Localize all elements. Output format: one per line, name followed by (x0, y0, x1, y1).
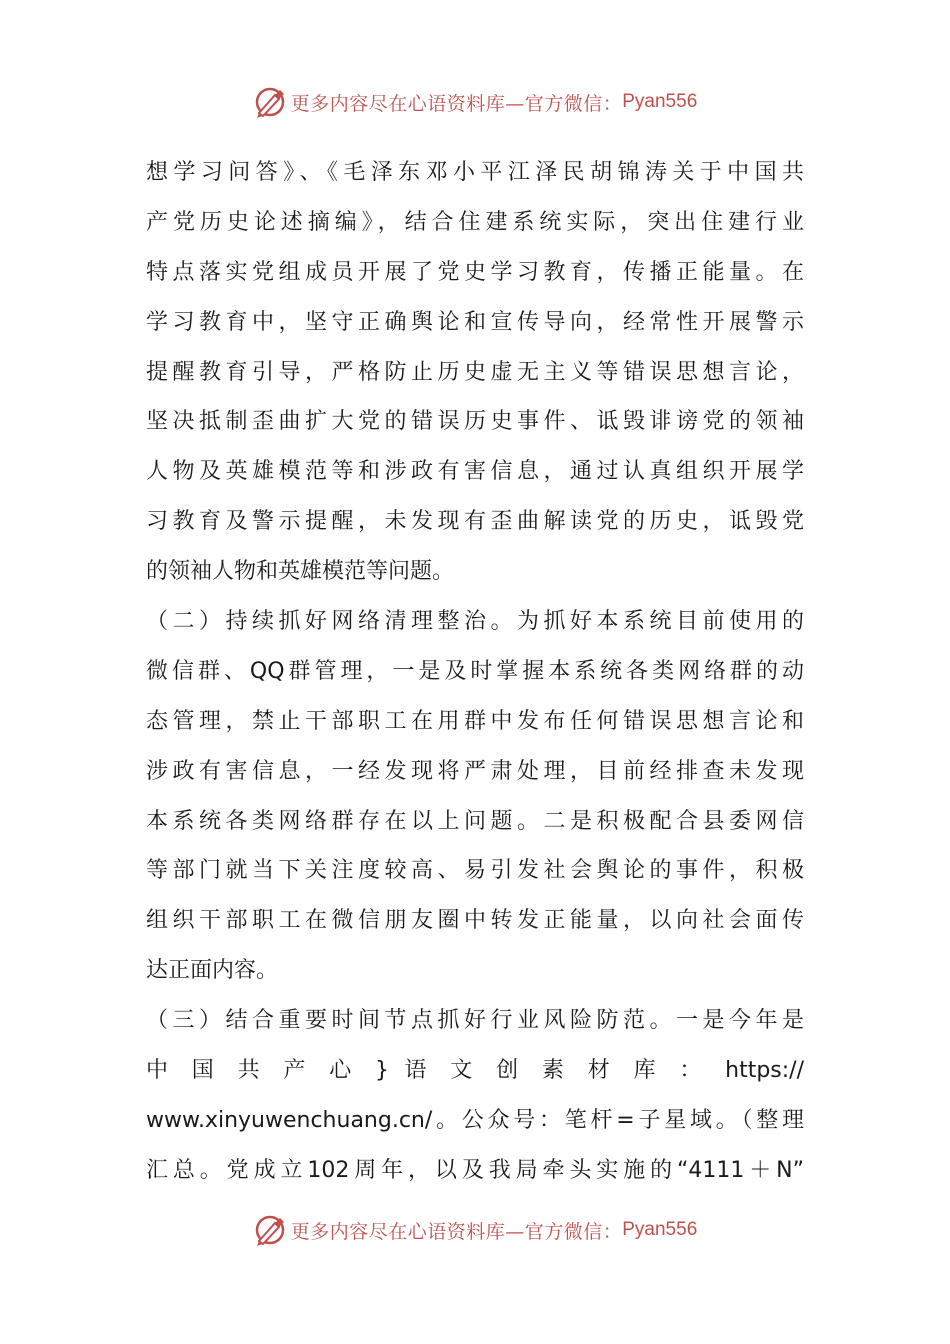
text-line: 涉政有害信息，一经发现将严肃处理，目前经排查未发现 (146, 758, 804, 784)
text-line: 学习教育中，坚守正确舆论和宣传导向，经常性开展警示 (146, 309, 804, 335)
banner-text: 更多内容尽在心语资料库—官方微信： (290, 1220, 623, 1243)
text-line: 提醒教育引导，严格防止历史虚无主义等错误思想言论， (146, 359, 804, 385)
text-line: 汇总。党成立102周年，以及我局牵头实施的“4111＋N” (146, 1157, 804, 1183)
text-line: 本系统各类网络群存在以上问题。二是积极配合县委网信 (146, 808, 804, 834)
text-line: 微信群、QQ群管理，一是及时掌握本系统各类网络群的动 (146, 658, 804, 684)
text-line: 等部门就当下关注度较高、易引发社会舆论的事件，积极 (146, 858, 804, 884)
text-line: 人物及英雄模范等和涉政有害信息，通过认真组织开展学 (146, 459, 804, 485)
text-line: 想学习问答》、《毛泽东邓小平江泽民胡锦涛关于中国共 (146, 160, 804, 185)
text-line: 中 国 共 产 心 } 语 文 创 素 材 库 ： https:// (146, 1058, 804, 1084)
header-watermark-banner (0, 84, 950, 120)
text-line: 习教育及警示提醒，未发现有歪曲解读党的历史，诋毁党 (146, 509, 804, 535)
text-line: （二）持续抓好网络清理整治。为抓好本系统目前使用的 (146, 609, 804, 635)
document-body (146, 148, 804, 1196)
banner-wechat-id: Pyan556 (622, 1219, 698, 1240)
text-line: 特点落实党组成员开展了党史学习教育，传播正能量。在 (146, 259, 804, 285)
text-line: 态管理，禁止干部职工在用群中发布任何错误思想言论和 (146, 708, 804, 734)
text-line: www.xinyuwenchuang.cn/。公众号：笔杆=子星域。（整理 (146, 1107, 804, 1133)
footer-watermark-banner (0, 1212, 950, 1248)
text-line: （三）结合重要时间节点抓好行业风险防范。一是今年是 (146, 1008, 804, 1034)
text-line: 的领袖人物和英雄模范等问题。 (146, 559, 455, 585)
banner-text: 更多内容尽在心语资料库—官方微信： (290, 92, 623, 115)
text-line: 组织干部职工在微信朋友圈中转发正能量，以向社会面传 (146, 908, 804, 934)
banner-wechat-id: Pyan556 (622, 91, 698, 112)
text-line: 坚决抵制歪曲扩大党的错误历史事件、诋毁诽谤党的领袖 (146, 409, 804, 435)
text-line: 产党历史论述摘编》，结合住建系统实际，突出住建行业 (146, 209, 804, 235)
pen-logo-icon (253, 1213, 287, 1247)
pen-logo-icon (253, 85, 287, 119)
text-line: 达正面内容。 (146, 958, 279, 984)
